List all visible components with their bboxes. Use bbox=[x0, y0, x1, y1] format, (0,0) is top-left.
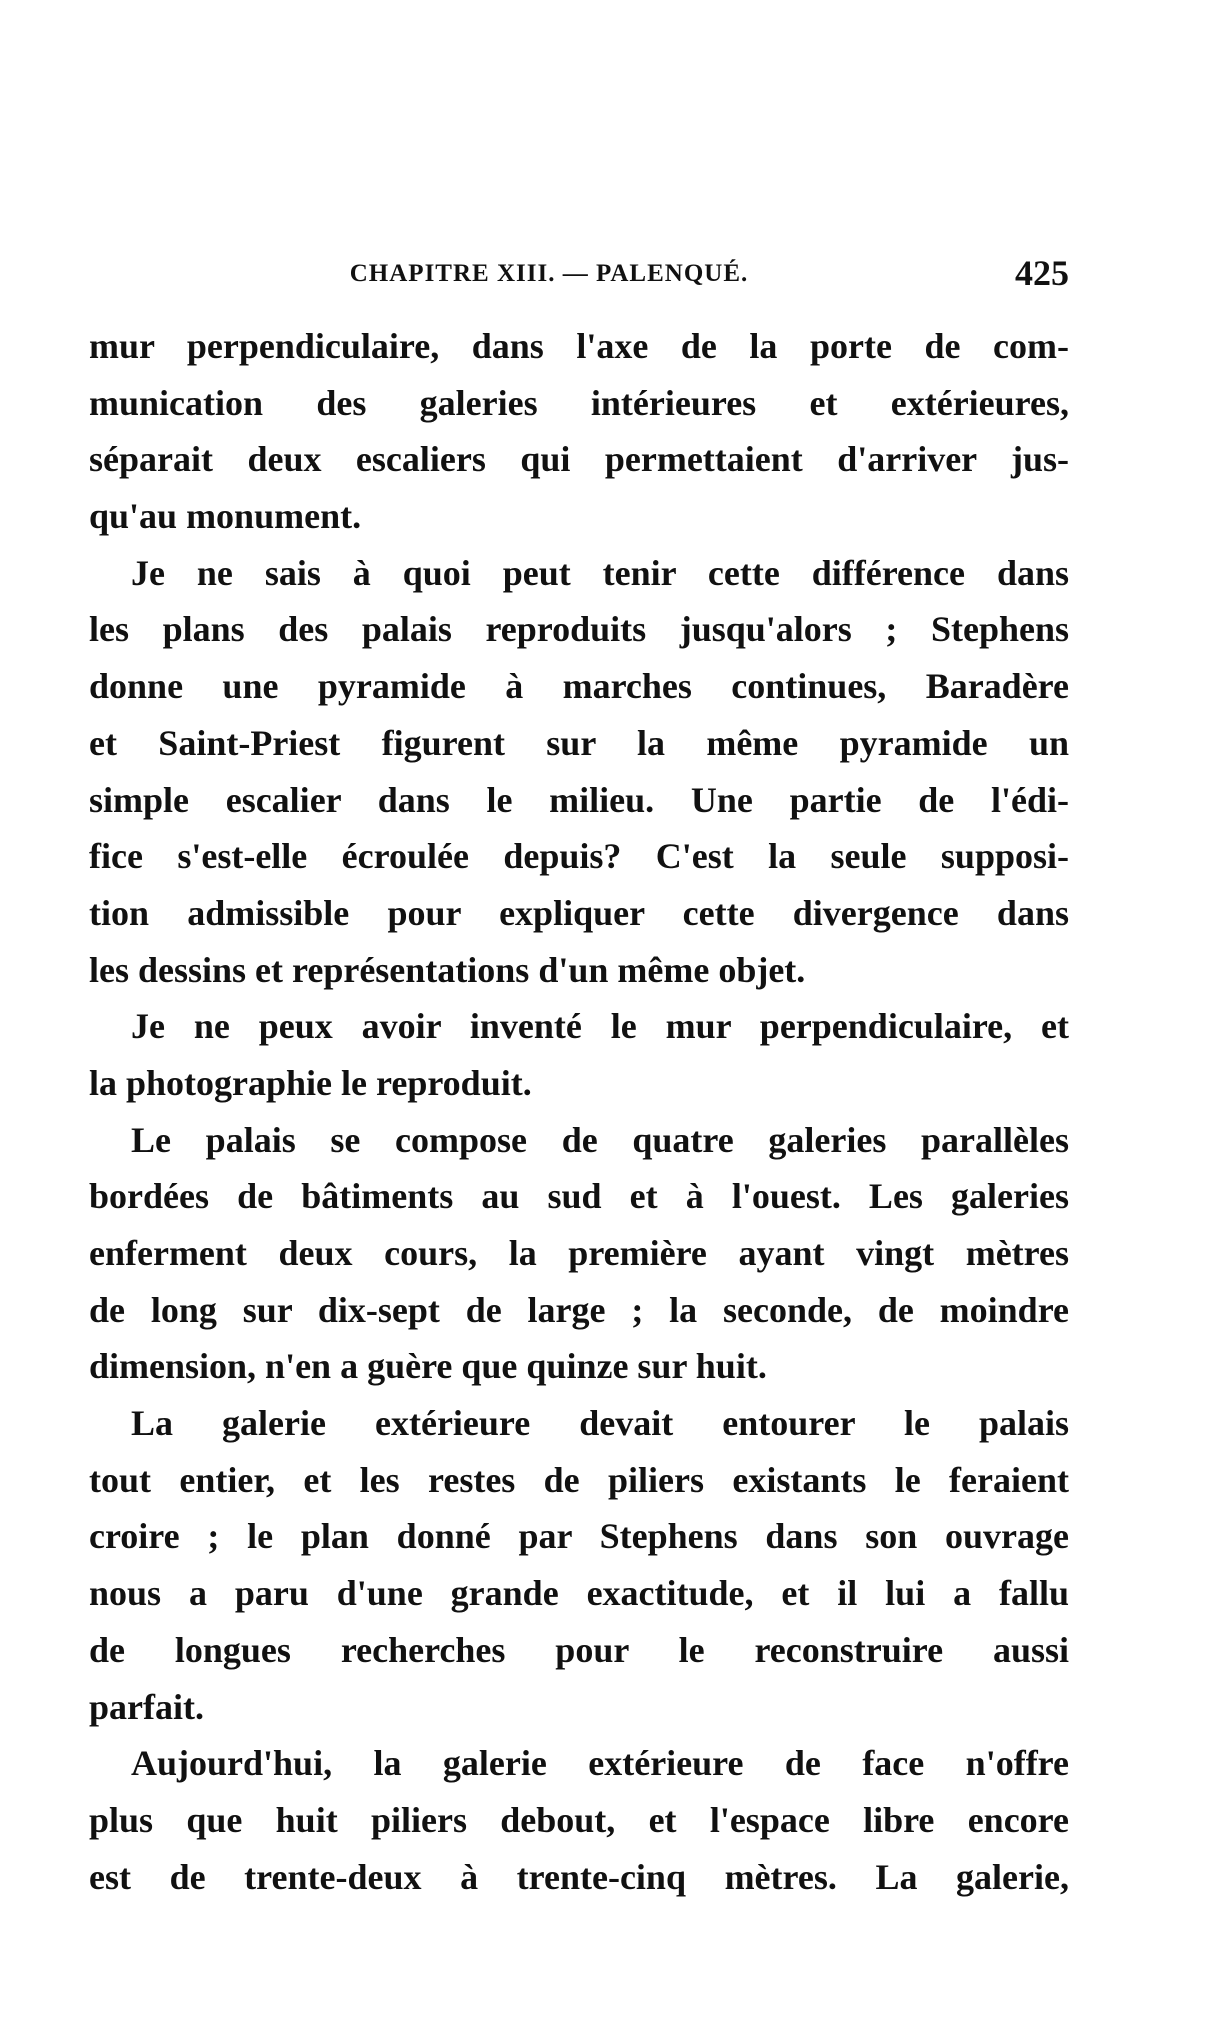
text-line: les plans des palais reproduits jusqu'alors ; Stephens bbox=[89, 609, 1069, 650]
text-line: la photographie le reproduit. bbox=[89, 1062, 532, 1103]
text-line: La galerie extérieure devait entourer le palais bbox=[131, 1403, 1069, 1444]
text-line: bordées de bâtiments au sud et à l'ouest. Les galeries bbox=[89, 1176, 1069, 1217]
running-title: CHAPITRE XIII. — PALENQUÉ. bbox=[349, 260, 749, 287]
paragraph bbox=[89, 1395, 1069, 1735]
text-line: Je ne sais à quoi peut tenir cette différence dans bbox=[131, 552, 1069, 593]
paragraph bbox=[89, 1735, 1069, 1905]
text-line: fice s'est-elle écroulée depuis? C'est la seule supposi- bbox=[89, 836, 1069, 877]
text-line: nous a paru d'une grande exactitude, et il lui a fallu bbox=[89, 1573, 1069, 1614]
text-line: Le palais se compose de quatre galeries parallèles bbox=[131, 1119, 1069, 1160]
paragraph bbox=[89, 1112, 1069, 1395]
text-line: Je ne peux avoir inventé le mur perpendiculaire, et bbox=[131, 1006, 1069, 1047]
text-line: simple escalier dans le milieu. Une partie de l'édi- bbox=[89, 779, 1069, 820]
text-line: croire ; le plan donné par Stephens dans son ouvrage bbox=[89, 1516, 1069, 1557]
text-line: enferment deux cours, la première ayant vingt mètres bbox=[89, 1233, 1069, 1273]
body-text bbox=[89, 318, 1069, 1905]
text-line: de longues recherches pour le reconstruire aussi bbox=[89, 1629, 1069, 1670]
text-line: tout entier, et les restes de piliers existants le feraient bbox=[89, 1459, 1069, 1500]
text-line: donne une pyramide à marches continues, Baradère bbox=[89, 666, 1069, 707]
text-line: est de trente-deux à trente-cinq mètres. La galerie, bbox=[89, 1856, 1069, 1897]
text-line: dimension, n'en a guère que quinze sur huit. bbox=[89, 1346, 767, 1387]
page-number: 425 bbox=[1015, 253, 1069, 293]
text-line: séparait deux escaliers qui permettaient d'arriver jus- bbox=[89, 439, 1069, 480]
text-line: et Saint-Priest figurent sur la même pyramide un bbox=[89, 722, 1069, 763]
text-line: parfait. bbox=[89, 1686, 204, 1727]
text-line: munication des galeries intérieures et extérieures, bbox=[89, 382, 1069, 423]
text-line: plus que huit piliers debout, et l'espace libre encore bbox=[89, 1799, 1069, 1840]
page-header bbox=[89, 252, 1069, 296]
paragraph bbox=[89, 318, 1069, 545]
text-line: tion admissible pour expliquer cette divergence dans bbox=[89, 892, 1069, 933]
text-line: de long sur dix-sept de large ; la seconde, de moindre bbox=[89, 1289, 1069, 1330]
text-line: mur perpendiculaire, dans l'axe de la porte de com- bbox=[89, 326, 1069, 366]
paragraph bbox=[89, 998, 1069, 1111]
text-line: Aujourd'hui, la galerie extérieure de face n'offre bbox=[131, 1743, 1069, 1784]
paragraph bbox=[89, 545, 1069, 999]
text-line: les dessins et représentations d'un même objet. bbox=[89, 949, 806, 990]
text-line: qu'au monument. bbox=[89, 496, 362, 537]
